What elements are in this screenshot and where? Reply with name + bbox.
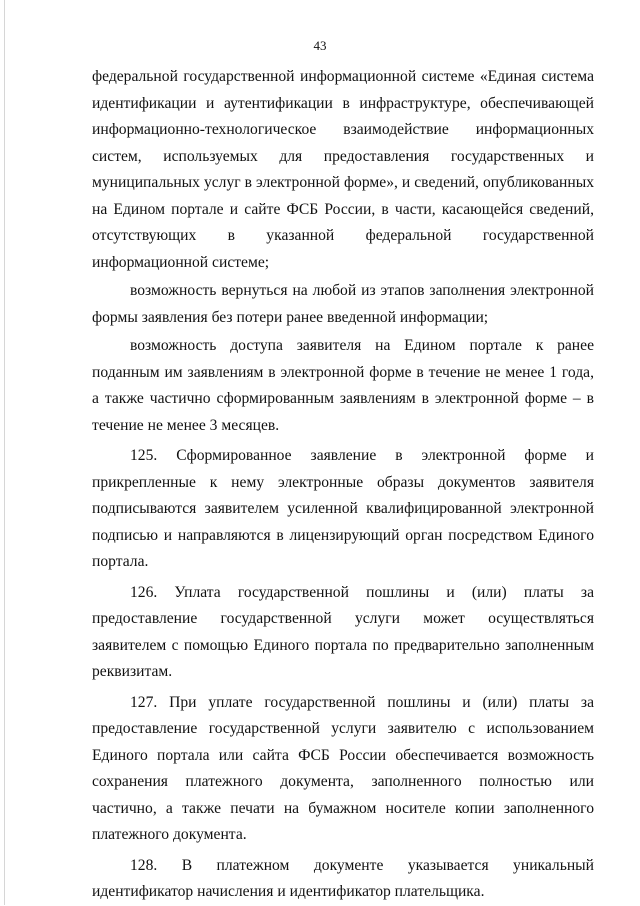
paragraph-return-option: возможность вернуться на любой из этапов заполнения электронной формы заявления без потери ранее введенной информации; [92, 282, 594, 326]
document-body [92, 64, 594, 906]
page-edge [4, 0, 5, 905]
paragraph-126: 126. Уплата государственной пошлины и (или) платы за предоставление государственной услуги может осуществляться заявителем с помощью Единого портала по предварительно заполненным реквизитам. [92, 583, 594, 680]
paragraph-access-option: возможность доступа заявителя на Едином портале к ранее поданным им заявлениям в электронной форме в течение не менее 1 года, а также частично сформированным заявлениям в электронной форме – в течение не менее 3 месяцев. [92, 337, 594, 434]
paragraph-127: 127. При уплате государственной пошлины и (или) платы за предоставление государственной услуги заявителю с использованием Единого портала или сайта ФСБ России обеспечивается возможность сохранения платежного документа, заполненного полностью или частично, а также печати на бумажном носителе копии заполненного платежного документа. [92, 693, 594, 843]
paragraph-125: 125. Сформированное заявление в электронной форме и прикрепленные к нему электронные образы документов заявителя подписываются заявителем усиленной квалифицированной электронной подписью и направляются в лицензирующий орган посредством Единого портала. [92, 447, 594, 570]
paragraph-128: 128. В платежном документе указывается уникальный идентификатор начисления и идентификатор плательщика. [92, 856, 594, 900]
paragraph-continuation: федеральной государственной информационной системе «Единая система идентификации и аутентификации в инфраструктуре, обеспечивающей информационно-технологическое взаимодействие информационных систем, используемых для предоставления государственных и муниципальных услуг в электронной форме», и сведений, опубликованных на Едином портале и сайте ФСБ России, в части, касающейся сведений, отсутствующих в указанной федеральной государственной информационной системе; [92, 68, 594, 271]
page-number: 43 [313, 38, 327, 53]
